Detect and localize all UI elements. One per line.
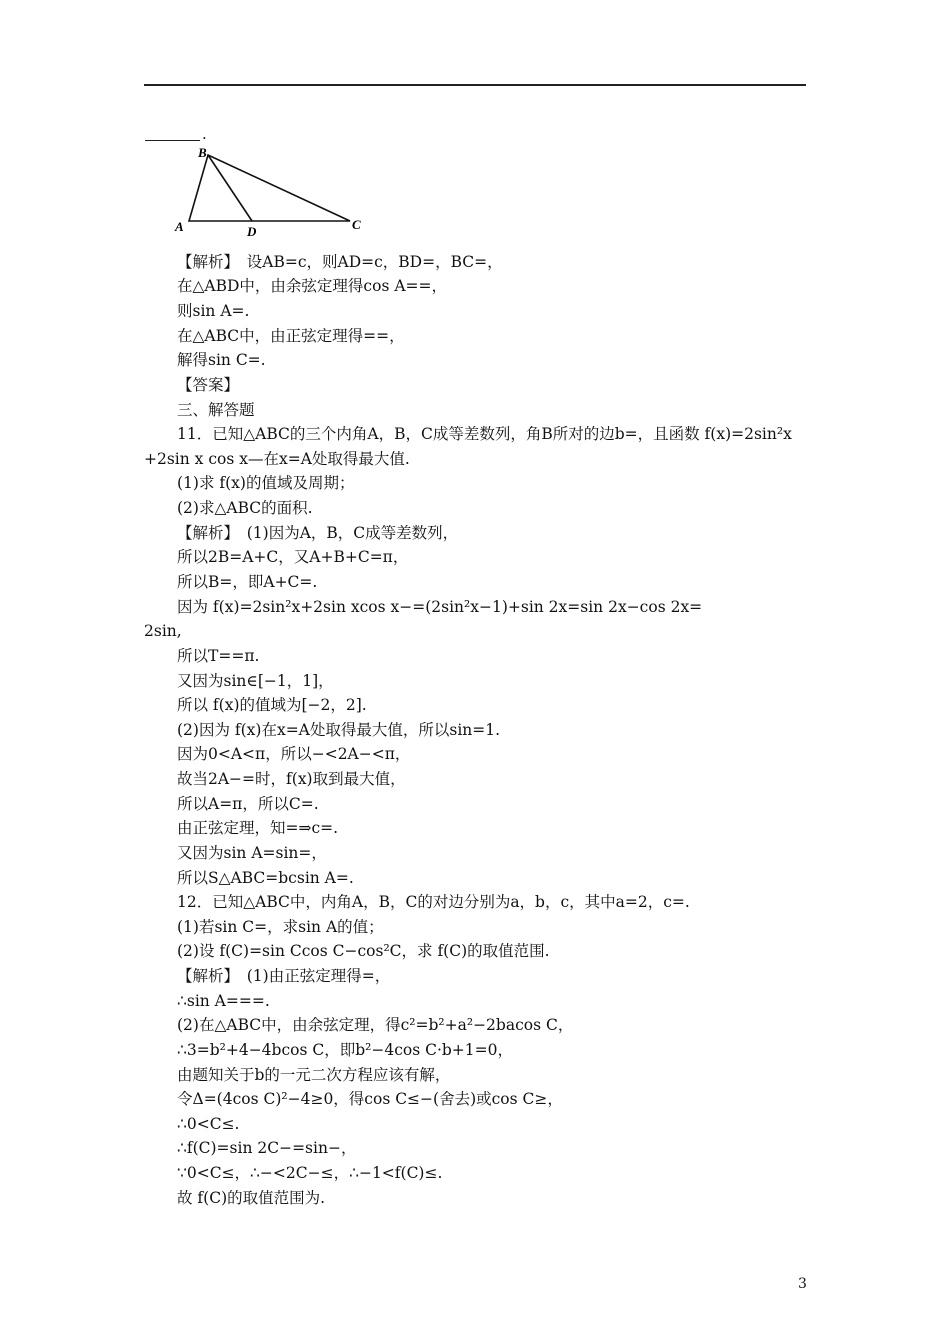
- text-line: 所以2B=A+C，又A+B+C=π，: [177, 548, 409, 566]
- triangle-abc: [189, 155, 350, 221]
- text-line: 11．已知△ABC的三个内角A，B，C成等差数列，角B所对的边b=，且函数 f(x)=2sin²x: [177, 425, 792, 443]
- text-line: 令Δ=(4cos C)²−4≥0，得cos C≤−(舍去)或cos C≥，: [177, 1090, 563, 1108]
- answer-blank-line: [145, 140, 200, 141]
- text-line: ∴f(C)=sin 2C−=sin−，: [177, 1139, 357, 1157]
- text-line: 【解析】 设AB=c，则AD=c，BD=，BC=，: [177, 253, 503, 271]
- text-line: 所以S△ABC=bcsin A=.: [177, 869, 354, 887]
- text-line: (2)因为 f(x)在x=A处取得最大值，所以sin=1.: [177, 721, 501, 739]
- text-line: 【解析】 (1)由正弦定理得=，: [177, 967, 391, 985]
- text-line: ∴3=b²+4−4bcos C，即b²−4cos C·b+1=0，: [177, 1041, 514, 1059]
- label-c: C: [352, 217, 361, 232]
- text-line: 故当2A−=时，f(x)取到最大值，: [177, 770, 406, 788]
- text-line: +2sin x cos x—在x=A处取得最大值.: [144, 450, 410, 468]
- label-a: A: [175, 219, 184, 234]
- label-b: B: [198, 145, 207, 160]
- text-line: ∵0<C≤，∴−<2C−≤，∴−1<f(C)≤.: [177, 1164, 443, 1182]
- text-line: 又因为sin A=sin=，: [177, 844, 327, 862]
- text-line: 【解析】 (1)因为A，B，C成等差数列，: [177, 524, 459, 542]
- header-rule: [144, 84, 806, 86]
- text-line: (2)求△ABC的面积.: [177, 499, 313, 517]
- text-line: 所以A=π，所以C=.: [177, 795, 319, 813]
- text-line: (1)若sin C=，求sin A的值；: [177, 918, 384, 936]
- text-line: 2sin,: [144, 622, 182, 640]
- triangle-figure: [170, 144, 370, 240]
- text-line: 所以T==π.: [177, 647, 260, 665]
- text-line: 12．已知△ABC中，内角A，B，C的对边分别为a，b，c，其中a=2，c=.: [177, 893, 690, 911]
- text-line: 因为0<A<π，所以−<2A−<π，: [177, 745, 411, 763]
- text-line: 又因为sin∈[−1，1]，: [177, 672, 334, 690]
- text-line: 在△ABD中，由余弦定理得cos A==，: [177, 277, 447, 295]
- text-line: (2)在△ABC中，由余弦定理，得c²=b²+a²−2bacos C，: [177, 1016, 574, 1034]
- text-line: 所以 f(x)的值域为[−2，2].: [177, 696, 367, 714]
- label-d: D: [247, 224, 257, 239]
- text-line: (2)设 f(C)=sin Ccos C−cos²C，求 f(C)的取值范围.: [177, 942, 550, 960]
- page-number: 3: [798, 1276, 807, 1292]
- blank-period: .: [202, 125, 207, 143]
- section-heading: 三、解答题: [177, 401, 255, 419]
- text-line: 【答案】: [177, 376, 240, 394]
- text-line: 在△ABC中，由正弦定理得==，: [177, 327, 405, 345]
- text-line: 由正弦定理，知=⇒c=.: [177, 819, 339, 837]
- text-line: ∴0<C≤.: [177, 1115, 240, 1133]
- text-line: 所以B=，即A+C=.: [177, 573, 318, 591]
- text-line: 解得sin C=.: [177, 351, 266, 369]
- text-line: (1)求 f(x)的值域及周期；: [177, 474, 355, 492]
- text-line: ∴sin A===.: [177, 992, 270, 1010]
- text-line: 故 f(C)的取值范围为.: [177, 1189, 326, 1207]
- text-line: 则sin A=.: [177, 302, 250, 320]
- text-line: 由题知关于b的一元二次方程应该有解，: [177, 1066, 451, 1084]
- text-line: 因为 f(x)=2sin²x+2sin xcos x−=(2sin²x−1)+sin 2x=sin 2x−cos 2x=: [177, 598, 703, 616]
